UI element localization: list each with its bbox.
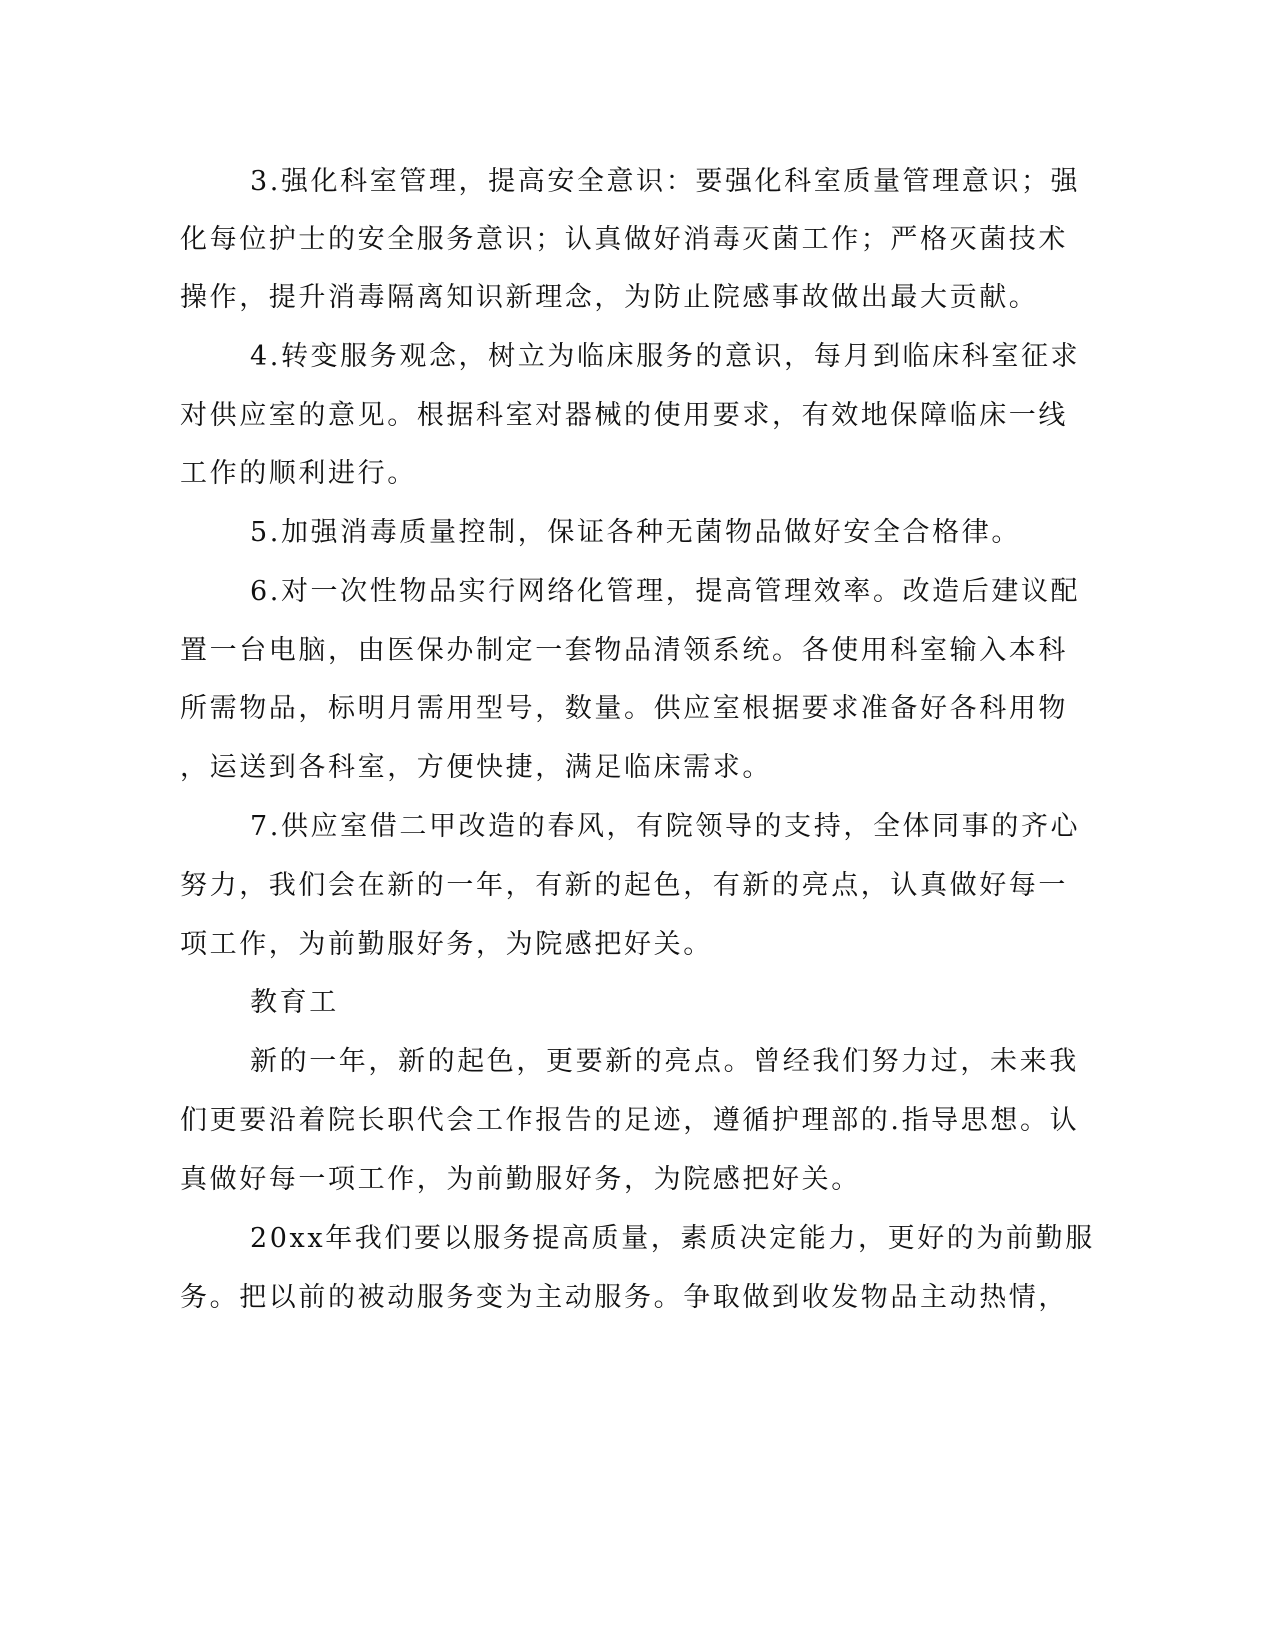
paragraph-8-line-2: 们更要沿着院长职代会工作报告的足迹，遵循护理部的.指导思想。认	[180, 1105, 1080, 1136]
paragraph-3-line-2: 化每位护士的安全服务意识；认真做好消毒灭菌工作；严格灭菌技术	[180, 224, 1068, 255]
paragraph-3-line-1: 3.强化科室管理，提高安全意识：要强化科室质量管理意识；强	[250, 166, 1081, 197]
paragraph-7-line-2: 努力，我们会在新的一年，有新的起色，有新的亮点，认真做好每一	[180, 870, 1068, 901]
paragraph-6-line-3: 所需物品，标明月需用型号，数量。供应室根据要求准备好各科用物	[180, 693, 1068, 724]
paragraph-7-line-3: 项工作，为前勤服好务，为院感把好关。	[180, 929, 713, 960]
paragraph-4-line-1: 4.转变服务观念，树立为临床服务的意识，每月到临床科室征求	[250, 341, 1081, 372]
paragraph-9-line-2: 务。把以前的被动服务变为主动服务。争取做到收发物品主动热情，	[180, 1282, 1068, 1313]
paragraph-5-line-1: 5.加强消毒质量控制，保证各种无菌物品做好安全合格律。	[250, 517, 1021, 548]
paragraph-3-line-3: 操作，提升消毒隔离知识新理念，为防止院感事故做出最大贡献。	[180, 282, 1039, 313]
paragraph-6-line-2: 置一台电脑，由医保办制定一套物品清领系统。各使用科室输入本科	[180, 635, 1068, 666]
section-heading: 教育工	[250, 987, 339, 1018]
paragraph-6-line-4: ，运送到各科室，方便快捷，满足临床需求。	[180, 752, 772, 783]
paragraph-4-line-3: 工作的顺利进行。	[180, 458, 417, 489]
paragraph-8-line-1: 新的一年，新的起色，更要新的亮点。曾经我们努力过，未来我	[250, 1046, 1079, 1077]
paragraph-9-line-1: 20xx年我们要以服务提高质量，素质决定能力，更好的为前勤服	[250, 1223, 1095, 1254]
paragraph-6-line-1: 6.对一次性物品实行网络化管理，提高管理效率。改造后建议配	[250, 576, 1081, 607]
paragraph-8-line-3: 真做好每一项工作，为前勤服好务，为院感把好关。	[180, 1164, 861, 1195]
paragraph-4-line-2: 对供应室的意见。根据科室对器械的使用要求，有效地保障临床一线	[180, 400, 1068, 431]
paragraph-7-line-1: 7.供应室借二甲改造的春风，有院领导的支持，全体同事的齐心	[250, 811, 1081, 842]
